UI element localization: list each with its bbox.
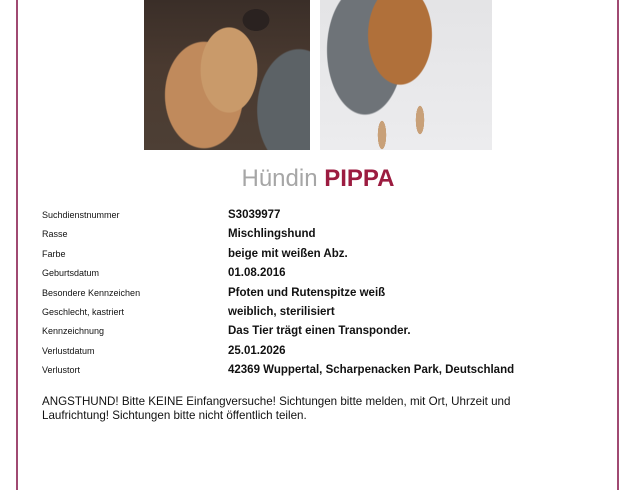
detail-row-besondere-kennzeichen xyxy=(42,287,602,306)
detail-label: Verlustort xyxy=(42,365,81,376)
detail-label: Geschlecht, kastriert xyxy=(42,306,125,317)
detail-label: Farbe xyxy=(42,248,66,259)
detail-label: Suchdienstnummer xyxy=(42,210,120,220)
detail-row-rasse xyxy=(42,228,602,247)
detail-label: Besondere Kennzeichen xyxy=(42,287,141,298)
detail-row-suchdienstnummer xyxy=(42,209,602,228)
detail-row-farbe xyxy=(42,248,602,267)
detail-label: Rasse xyxy=(42,229,68,240)
page-border-right xyxy=(617,0,619,490)
detail-value: beige mit weißen Abz. xyxy=(228,247,348,260)
detail-value: 01.08.2016 xyxy=(228,267,286,280)
detail-row-kennzeichnung xyxy=(42,325,602,344)
detail-label: Geburtsdatum xyxy=(42,268,100,279)
detail-row-geburtsdatum xyxy=(42,267,602,286)
detail-label: Kennzeichnung xyxy=(42,326,105,337)
page-border-left xyxy=(16,0,18,490)
dog-name: PIPPA xyxy=(324,165,395,192)
detail-row-verlustort xyxy=(42,364,602,383)
dog-photo-snow xyxy=(320,0,492,150)
detail-value: Pfoten und Rutenspitze weiß xyxy=(228,286,386,299)
detail-value: 42369 Wuppertal, Scharpenacken Park, Deutschland xyxy=(228,364,515,377)
poster-title xyxy=(0,163,636,195)
detail-value: 25.01.2026 xyxy=(228,344,286,357)
detail-row-geschlecht xyxy=(42,306,602,325)
title-prefix: Hündin xyxy=(241,165,318,192)
detail-value: Mischlingshund xyxy=(228,228,316,241)
dog-photo-sofa xyxy=(144,0,310,150)
detail-value: weiblich, sterilisiert xyxy=(228,305,335,318)
details-table xyxy=(42,209,602,384)
detail-value: Das Tier trägt einen Transponder. xyxy=(228,325,411,338)
detail-label: Verlustdatum xyxy=(42,345,95,356)
detail-value: S3039977 xyxy=(228,209,281,221)
warning-note: ANGSTHUND! Bitte KEINE Einfangversuche! Sichtungen bitte melden, mit Ort, Uhrzeit und Laufrichtung! Sichtungen bitte nicht öffentlich teilen. xyxy=(42,395,511,422)
detail-row-verlustdatum xyxy=(42,345,602,364)
